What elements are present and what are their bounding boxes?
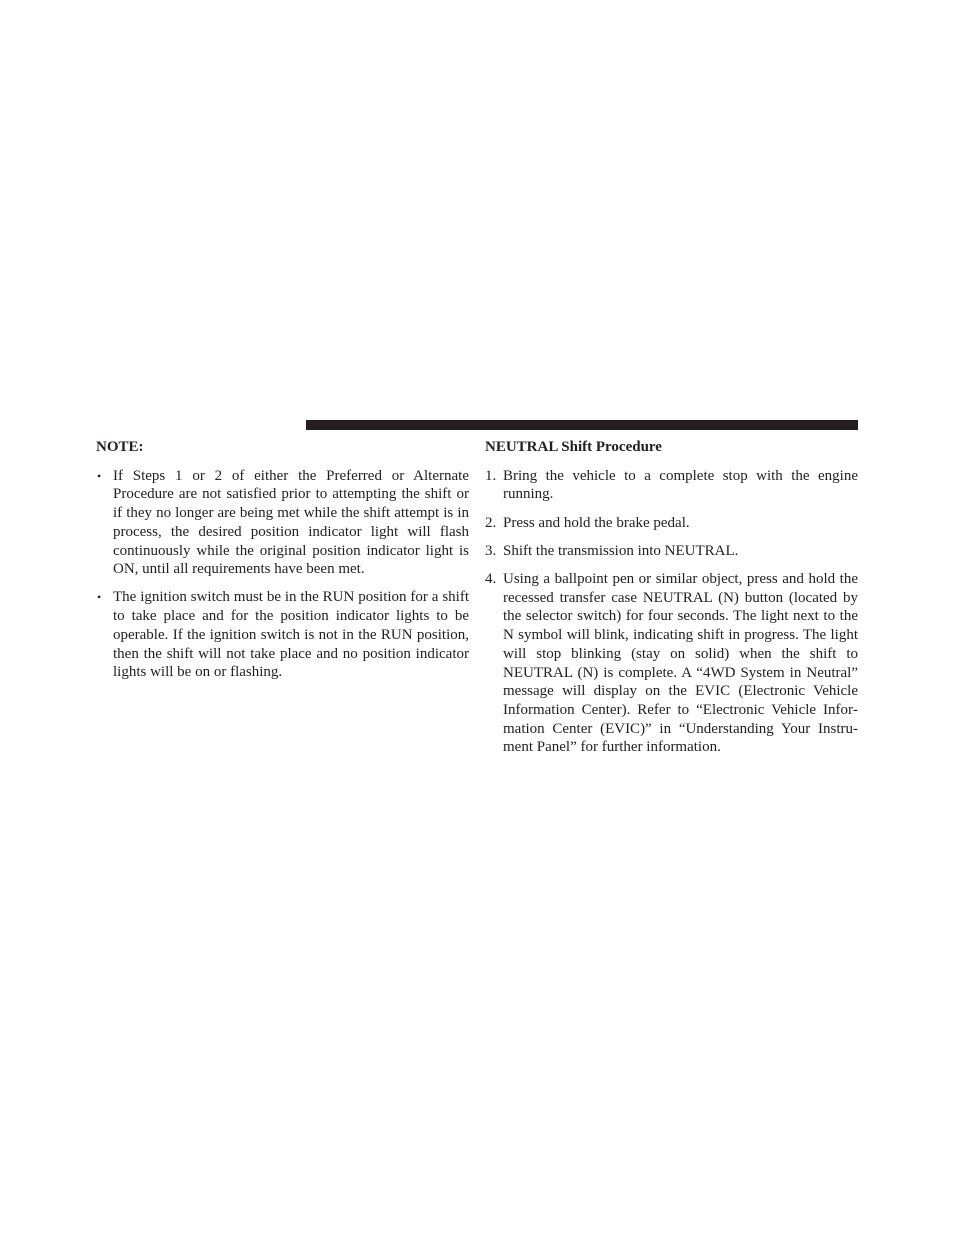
section-header-bar — [306, 420, 858, 430]
note-bullet-item — [96, 467, 469, 579]
step-text: Press and hold the brake pedal. — [503, 514, 690, 531]
note-bullet-text: The ignition switch must be in the RUN position for a shift to take place and for the position indicator lights to be operable. If the ignition switch is not in the RUN position, then the shift will not take place and no position indicator lights will be on or flashing. — [113, 589, 469, 681]
bullet-marker: • — [97, 590, 102, 605]
bullet-marker: • — [97, 468, 102, 483]
note-bullet-text: If Steps 1 or 2 of either the Preferred or Alternate Procedure are not satisfied prior to attempting the shift or if they no longer are being met while the shift attempt is in process, the desired position indicator light will flash continuously while the original position indicator light is ON, until all requirements have been met. — [113, 467, 469, 578]
step-number: 4. — [485, 571, 497, 588]
step-text: Using a ballpoint pen or similar object, press and hold the recessed transfer case NEUTRAL (N) button (located by the selector switch) for four seconds. The light next to the N symbol will blink, indicating shift in progress. The light will stop blinking (stay on solid) when the shift to NEUTRAL (N) is complete. A “4WD System in Neutral” message will display on the EVIC (Electronic Vehicle Information Center). Refer to “Electronic Vehicle Information Center (EVIC)” in “Understanding Your Instrument Panel” for further information. — [503, 571, 858, 756]
procedure-step — [485, 514, 858, 533]
left-column — [96, 438, 469, 691]
note-bullet-list — [96, 467, 469, 682]
step-number: 2. — [485, 514, 497, 531]
procedure-step-list — [485, 467, 858, 757]
procedure-heading: NEUTRAL Shift Procedure — [485, 439, 662, 455]
right-column — [485, 438, 858, 767]
step-text: Shift the transmission into NEUTRAL. — [503, 542, 739, 559]
procedure-step — [485, 542, 858, 561]
procedure-step — [485, 467, 858, 504]
step-number: 1. — [485, 467, 497, 484]
step-text: Bring the vehicle to a complete stop with the engine running. — [503, 467, 858, 503]
procedure-step — [485, 570, 858, 757]
note-bullet-item — [96, 588, 469, 682]
step-number: 3. — [485, 542, 497, 559]
note-heading: NOTE: — [96, 439, 144, 455]
